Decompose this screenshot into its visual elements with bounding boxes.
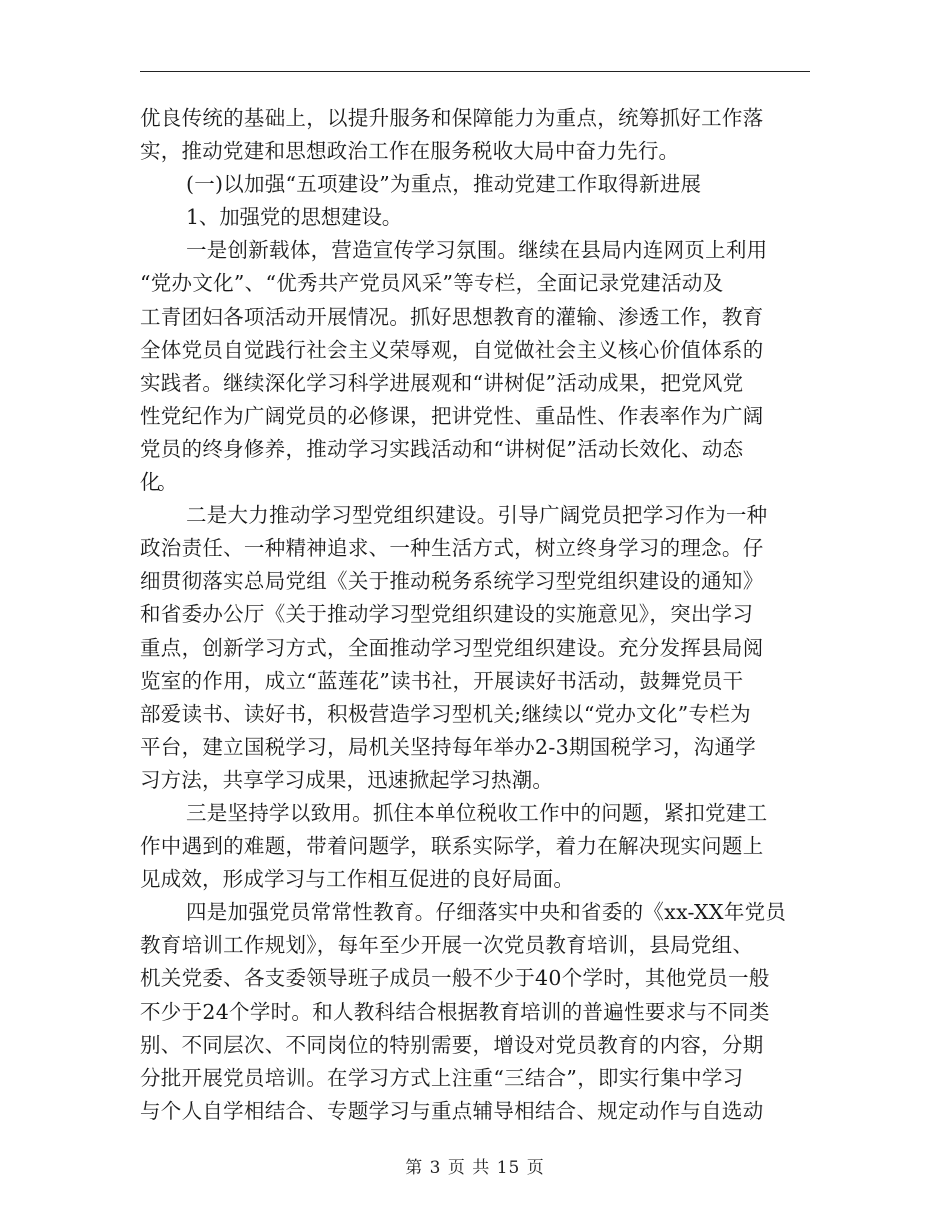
text-line: 党员的终身修养，推动学习实践活动和“讲树促”活动长效化、动态 [140,436,744,461]
text-line: 实，推动党建和思想政治工作在服务税收大局中奋力先行。 [140,139,680,164]
text-line: 览室的作用，成立“蓝莲花”读书社，开展读好书活动，鼓舞党员干 [140,668,744,693]
text-line: 和省委办公厅《关于推动学习型党组织建设的实施意见》，突出学习 [140,602,754,627]
text-line: 机关党委、各支委领导班子成员一般不少于40个学时，其他党员一般 [140,966,770,991]
text-line: 四是加强党员常常性教育。仔细落实中央和省委的《xx-XX年党员 [186,900,787,925]
text-line: 重点，创新学习方式，全面推动学习型党组织建设。充分发挥县局阅 [140,635,764,660]
text-line: 二是大力推动学习型党组织建设。引导广阔党员把学习作为一种 [186,503,768,528]
text-line: 别、不同层次、不同岗位的特别需要，增设对党员教育的内容，分期 [140,1032,764,1057]
text-line: 部爱读书、读好书，积极营造学习型机关;继续以“党办文化”专栏为 [140,701,751,726]
page-number-footer: 第 3 页 共 15 页 [405,1158,545,1178]
text-line: 细贯彻落实总局党组《关于推动税务系统学习型党组织建设的通知》 [140,569,764,594]
text-line: 1、加强党的思想建设。 [186,205,403,230]
text-line: 实践者。继续深化学习科学进展观和“讲树促”活动成果，把党风党 [140,370,744,395]
text-line: 政治责任、一种精神追求、一种生活方式，树立终身学习的理念。仔 [140,536,764,561]
text-line: 工青团妇各项活动开展情况。抓好思想教育的灌输、渗透工作，教育 [140,304,764,329]
text-line: 性党纪作为广阔党员的必修课，把讲党性、重品性、作表率作为广阔 [140,403,764,428]
text-line: 优良传统的基础上，以提升服务和保障能力为重点，统筹抓好工作落 [140,106,764,130]
text-line: 三是坚持学以致用。抓住本单位税收工作中的问题，紧扣党建工 [186,800,768,825]
text-line: 见成效，形成学习与工作相互促进的良好局面。 [140,867,575,892]
text-line: 教育培训工作规划》，每年至少开展一次党员教育培训，县局党组、 [140,933,754,958]
text-line: 全体党员自觉践行社会主义荣辱观，自觉做社会主义核心价值体系的 [140,337,764,362]
text-line: 与个人自学相结合、专题学习与重点辅导相结合、规定动作与自选动 [140,1098,764,1123]
document-body [140,102,820,1128]
text-line: 一是创新载体，营造宣传学习氛围。继续在县局内连网页上利用 [186,238,768,263]
text-line: 习方法，共享学习成果，迅速掀起学习热潮。 [140,767,553,792]
text-line: 化。 [140,470,175,495]
text-line: 作中遇到的难题，带着问题学，联系实际学，着力在解决现实问题上 [140,834,764,859]
text-line: 分批开展党员培训。在学习方式上注重“三结合”，即实行集中学习 [140,1065,744,1090]
text-line: (一)以加强“五项建设”为重点，推动党建工作取得新进展 [186,172,702,197]
header-divider [140,71,810,72]
text-line: “党办文化”、“优秀共产党员风采”等专栏，全面记录党建活动及 [140,271,724,296]
text-line: 平台，建立国税学习，局机关坚持每年举办2-3期国税学习，沟通学 [140,734,757,759]
text-line: 不少于24个学时。和人教科结合根据教育培训的普遍性要求与不同类 [140,999,770,1024]
